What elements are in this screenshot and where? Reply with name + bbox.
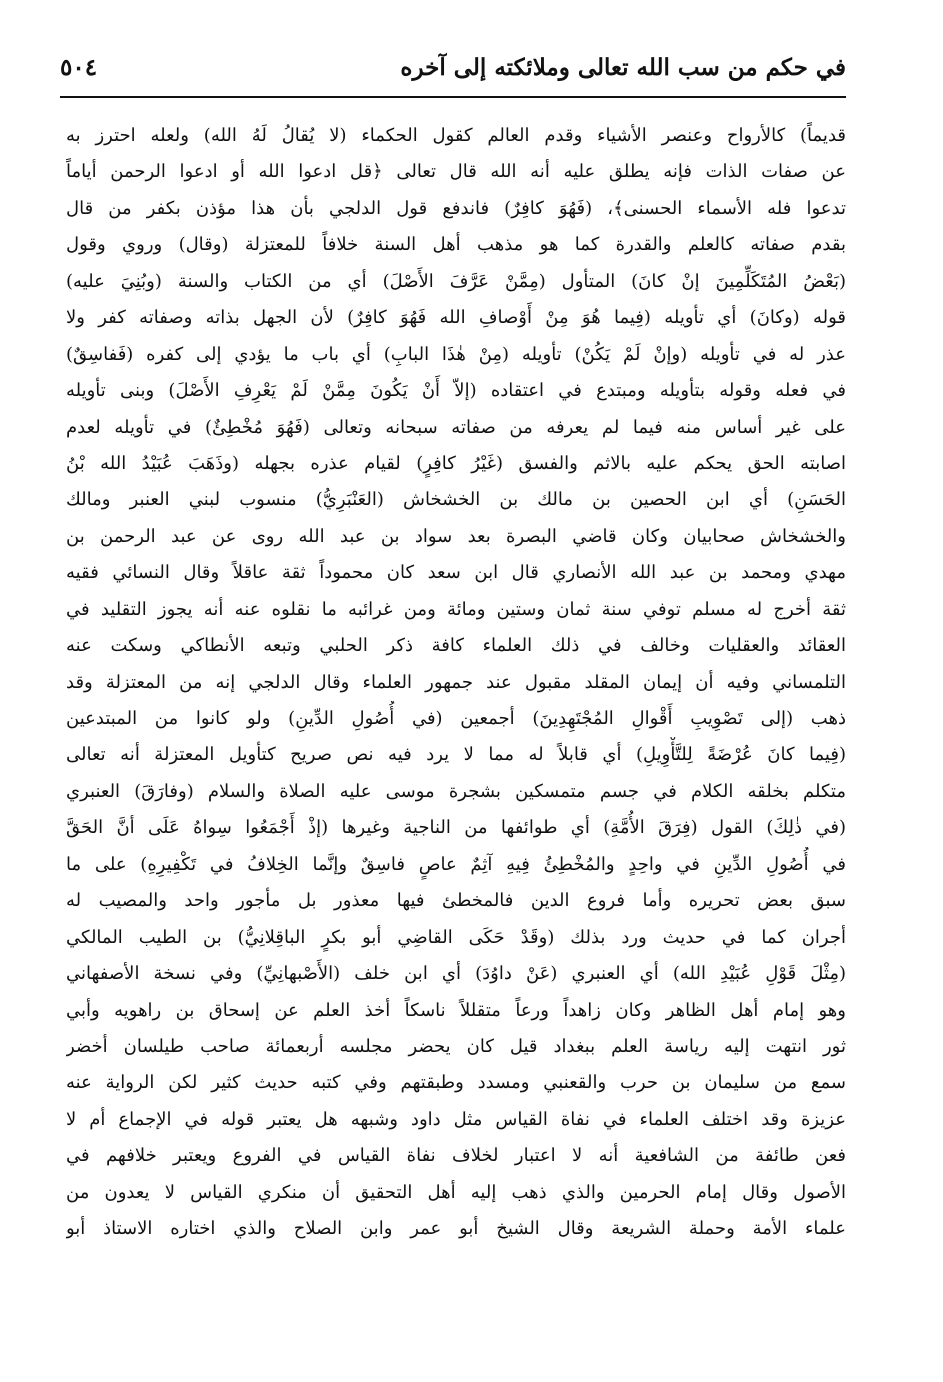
text-line: والخشخاش صحابيان وكان قاضي البصرة بعد سواد بن عبد الله روى عن عبد الرحمن بن xyxy=(66,525,846,547)
text-line: فعن طائفة من الشافعية أنه لا اعتبار لخلاف نفاة القياس في الفروع ويعتبر خلافهم في xyxy=(66,1145,846,1167)
page-header xyxy=(60,52,846,88)
text-line: قوله (وكانَ) أي تأويله (فِيما هُوَ مِنْ أَوْصافِ الله فَهُوَ كافِرٌ) لأن الجهل بذاته وصفاته كفر ولا xyxy=(66,307,846,329)
text-line: التلمساني وفيه أن إيمان المقلد مقبول عند جمهور العلماء وقال الدلجي إنه من المعتزلة وقد xyxy=(66,671,846,693)
text-line: أجران كما في حديث ورد بذلك (وقَدْ حَكَى القاضِي أبو بكرٍ الباقِلانِيُّ) بن الطيب المالكي xyxy=(66,926,846,948)
text-line: اصابته الحق يحكم عليه بالاثم والفسق (غَيْرُ كافِرٍ) لقيام عذره بجهله (وذَهَبَ عُبَيْدُ الله بْنُ xyxy=(66,452,846,474)
text-line: ثور انتهت إليه رياسة العلم ببغداد قيل كان يحضر مجلسه أربعمائة صاحب طيلسان أخضر xyxy=(66,1035,846,1057)
text-line: العقائد والعقليات وخالف في ذلك العلماء كافة ذكر الحلبي وتبعه الأنطاكي وسكت عنه xyxy=(66,635,846,657)
text-line: في أُصُولِ الدِّينِ في واحِدٍ والمُخْطِئُ فِيهِ آثِمٌ عاصٍ فاسِقٌ وإنَّما الخِلافُ في تَكْفِيرِهِ) على ما xyxy=(66,853,846,875)
text-line: تدعوا فله الأسماء الحسنى﴾، (فَهُوَ كافِرٌ) فاندفع قول الدلجي بأن هذا مؤذن بكفر من قال xyxy=(66,197,846,219)
text-line: (في ذٰلِكَ) القول (فِرَقَ الأُمَّةِ) أي طوائفها من الناجية وغيرها (إذْ أَجْمَعُوا سِواهُ عَلَى أنَّ الحَقَّ xyxy=(66,817,846,839)
text-line: على غير أساس منه فيما لم يعرفه من صفاته سبحانه وتعالى (فَهُوَ مُخْطِئٌ) في تأويله لعدم xyxy=(66,416,846,438)
text-line: الأصول وقال إمام الحرمين والذي ذهب إليه أهل التحقيق أن منكري القياس لا يعدون من xyxy=(66,1181,846,1203)
text-line: وهو إمام أهل الظاهر وكان زاهداً ورعاً متقللاً ناسكاً أخذ العلم عن إسحاق بن راهويه وأبي xyxy=(66,999,846,1021)
text-line: مهدي ومحمد بن عبد الله الأنصاري قال ابن سعد كان محموداً ثقة عاقلاً وقال النسائي فقيه xyxy=(66,562,846,584)
text-line: في فعله وقوله بتأويله ومبتدع في اعتقاده (إلاّ أَنْ يَكُونَ مِمَّنْ لَمْ يَعْرِفِ الأَصْلَ) وبنى تأويله xyxy=(66,380,846,402)
text-line: سمع من سليمان بن حرب والقعنبي ومسدد وطبقتهم وفي كتبه حديث كثير لكن الرواية عنه xyxy=(66,1072,846,1094)
text-line: (فِيما كانَ عُرْضَةً لِلتَّأْوِيلِ) أي قابلاً له مما لا يرد فيه نص صريح كتأويل المعتزلة أنه تعالى xyxy=(66,744,846,766)
text-line: (بَعْضُ المُتَكَلِّمِينَ إنْ كانَ) المتأول (مِمَّنْ عَرَّفَ الأَصْلَ) أي من الكتاب والسنة (وبُنِيَ عليه) xyxy=(66,270,846,292)
text-line: علماء الأمة وحملة الشريعة وقال الشيخ أبو عمر وابن الصلاح والذي اختاره الاستاذ أبو xyxy=(66,1218,846,1240)
text-line: ثقة أخرج له مسلم توفي سنة ثمان وستين ومائة ومن غرائبه ما نقلوه عنه أنه يجوز التقليد في xyxy=(66,598,846,620)
header-divider xyxy=(60,96,846,98)
text-line: سبق بعض تحريره وأما فروع الدين فالمخطئ فيها معذور بل مأجور واحد والمصيب له xyxy=(66,890,846,912)
text-line: عن صفات الذات فإنه يطلق عليه أنه الله قال تعالى ﴿قل ادعوا الله أو ادعوا الرحمن أياماً xyxy=(66,161,846,183)
text-line: (مِثْلَ قَوْلِ عُبَيْدِ الله) أي العنبري (عَنْ داوُدَ) أي ابن خلف (الأَصْبهانِيِّ) وفي نسخة الأصفهاني xyxy=(66,963,846,985)
body-text xyxy=(66,118,846,1248)
text-line: متكلم بخلقه الكلام في جسم متمسكين بشجرة موسى عليه الصلاة والسلام (وفارَقَ) العنبري xyxy=(66,780,846,802)
text-line: بقدم صفاته كالعلم والقدرة كما هو مذهب أهل السنة خلافاً للمعتزلة (وقال) وروي وقول xyxy=(66,234,846,256)
running-title: في حكم من سب الله تعالى وملائكته إلى آخره xyxy=(400,54,846,81)
text-line: عزيزة وقد اختلف العلماء في نفاة القياس مثل داود وشبهه هل يعتبر قوله في الإجماع أم لا xyxy=(66,1108,846,1130)
text-line: الحَسَنِ) أي ابن الحصين بن مالك بن الخشخاش (العَنْبَرِيُّ) منسوب لبني العنبر ومالك xyxy=(66,489,846,511)
page-number: ٥٠٤ xyxy=(60,54,98,81)
text-line: قديماً) كالأرواح وعنصر الأشياء وقدم العالم كقول الحكماء (لا يُقالُ لَهُ الله) ولعله احترز به xyxy=(66,125,846,146)
text-line: عذر له في تأويله (وإنْ لَمْ يَكُنْ) تأويله (مِنْ هٰذَا البابِ) أي باب ما يؤدي إلى كفره (فَفاسِقٌ) xyxy=(66,343,846,365)
text-line: ذهب (إلى تَصْوِيبِ أَقْوالِ المُجْتَهِدِينَ) أجمعين (في أُصُولِ الدِّينِ) ولو كانوا من المبتدعين xyxy=(66,708,846,729)
